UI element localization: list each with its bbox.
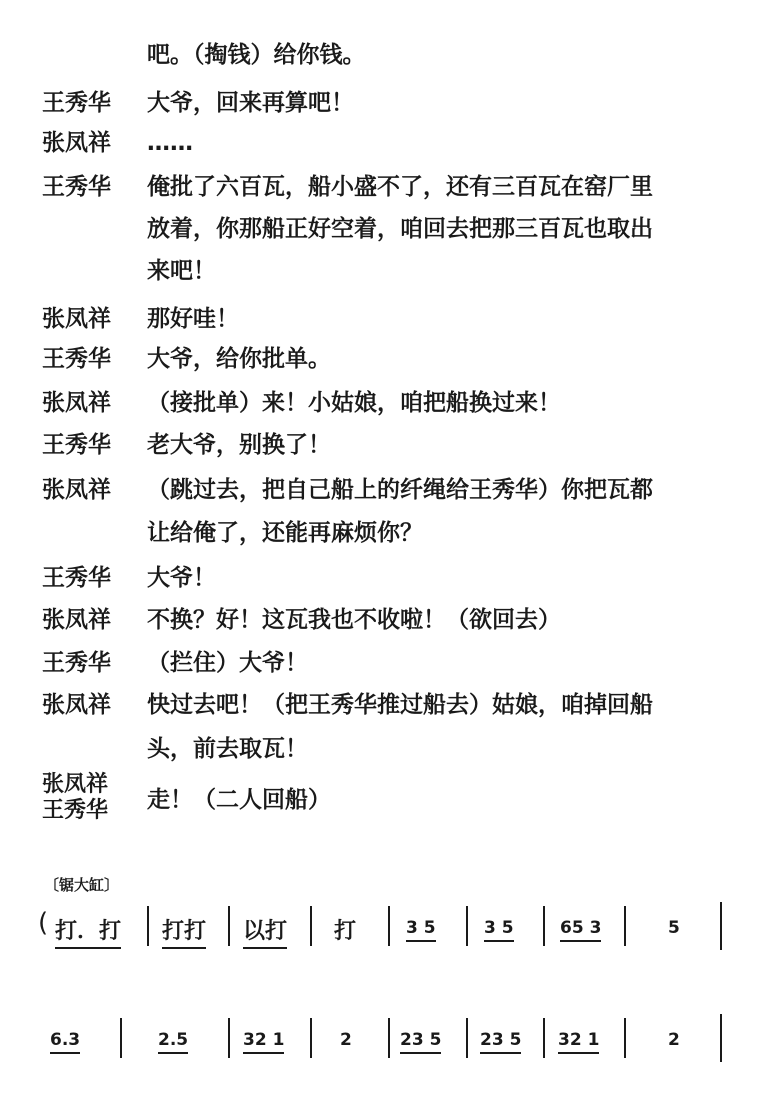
bar-line [624,1018,626,1058]
speaker-name: 张凤祥 [42,692,111,718]
score-cell: 2.5 [158,1030,188,1054]
dialogue-line: 俺批了六百瓦，船小盛不了，还有三百瓦在窑厂里 [147,174,653,200]
dialogue-line: 快过去吧！（把王秀华推过船去）姑娘，咱掉回船 [147,692,653,718]
bar-line [120,1018,122,1058]
score-cell: 2 [668,1030,680,1050]
speaker-name: 王秀华 [42,90,111,116]
bar-line [720,902,722,950]
bar-line [310,906,312,946]
bracket-mark: ( [38,908,49,938]
dialogue-line: 头，前去取瓦！ [147,736,308,762]
dialogue-line: 大爷！ [147,565,216,591]
bar-line [388,1018,390,1058]
speaker-name: 张凤祥 [42,130,111,156]
speaker-name: 王秀华 [42,174,111,200]
dialogue-line: 吧。（掏钱）给你钱。 [147,42,366,68]
dialogue-line: 不换？好！这瓦我也不收啦！（欲回去） [147,607,561,633]
score-cell: 6.3 [50,1030,80,1054]
speaker-name: 王秀华 [42,346,111,372]
score-cell: 23 5 [480,1030,521,1054]
speaker-name: 王秀华 [42,432,111,458]
bar-line [388,906,390,946]
dialogue-line: 老大爷，别换了！ [147,432,331,458]
speaker-name: 张凤祥 [42,772,109,797]
dialogue-line: （跳过去，把自己船上的纤绳给王秀华）你把瓦都 [147,477,653,503]
score-cell: 23 5 [400,1030,441,1054]
bar-line [624,906,626,946]
bar-line [720,1014,722,1062]
dialogue-line: 放着，你那船正好空着，咱回去把那三百瓦也取出 [147,216,653,242]
speaker-name: 王秀华 [42,565,111,591]
score-cell: 5 [668,918,680,938]
dialogue-line: 走！（二人回船） [147,787,331,813]
score-cell: 2 [340,1030,352,1050]
speaker-name: 张凤祥 [42,306,111,332]
dialogue-line: 让给俺了，还能再麻烦你？ [147,520,423,546]
score-cell: 32 1 [558,1030,599,1054]
score-row-2 [0,1010,772,1090]
bar-line [466,906,468,946]
bar-line [228,906,230,946]
score-cell: 32 1 [243,1030,284,1054]
bar-line [543,1018,545,1058]
speaker-name: 张凤祥 [42,390,111,416]
dialogue-line: 大爷，回来再算吧！ [147,90,354,116]
score-section-label: 〔锯大缸〕 [44,876,120,894]
dialogue-line: …… [147,130,193,156]
speaker-name: 张凤祥 [42,607,111,633]
score-cell: 打．打 [55,914,121,949]
bar-line [228,1018,230,1058]
score-cell: 打打 [162,914,206,949]
bar-line [466,1018,468,1058]
speaker-name: 王秀华 [42,650,111,676]
score-row-1 [0,898,772,978]
bar-line [310,1018,312,1058]
speaker-name: 王秀华 [42,798,109,823]
bar-line [543,906,545,946]
score-cell: 65 3 [560,918,601,942]
score-cell: 打 [334,919,357,944]
score-cell: 以打 [243,914,287,949]
score-cell: 3 5 [406,918,436,942]
speaker-name: 张凤祥 [42,477,111,503]
dialogue-line: 大爷，给你批单。 [147,346,331,372]
bar-line [147,906,149,946]
dialogue-line: （接批单）来！小姑娘，咱把船换过来！ [147,390,561,416]
dialogue-line: 那好哇！ [147,306,239,332]
dialogue-line: 来吧！ [147,258,216,284]
score-cell: 3 5 [484,918,514,942]
dialogue-line: （拦住）大爷！ [147,650,308,676]
